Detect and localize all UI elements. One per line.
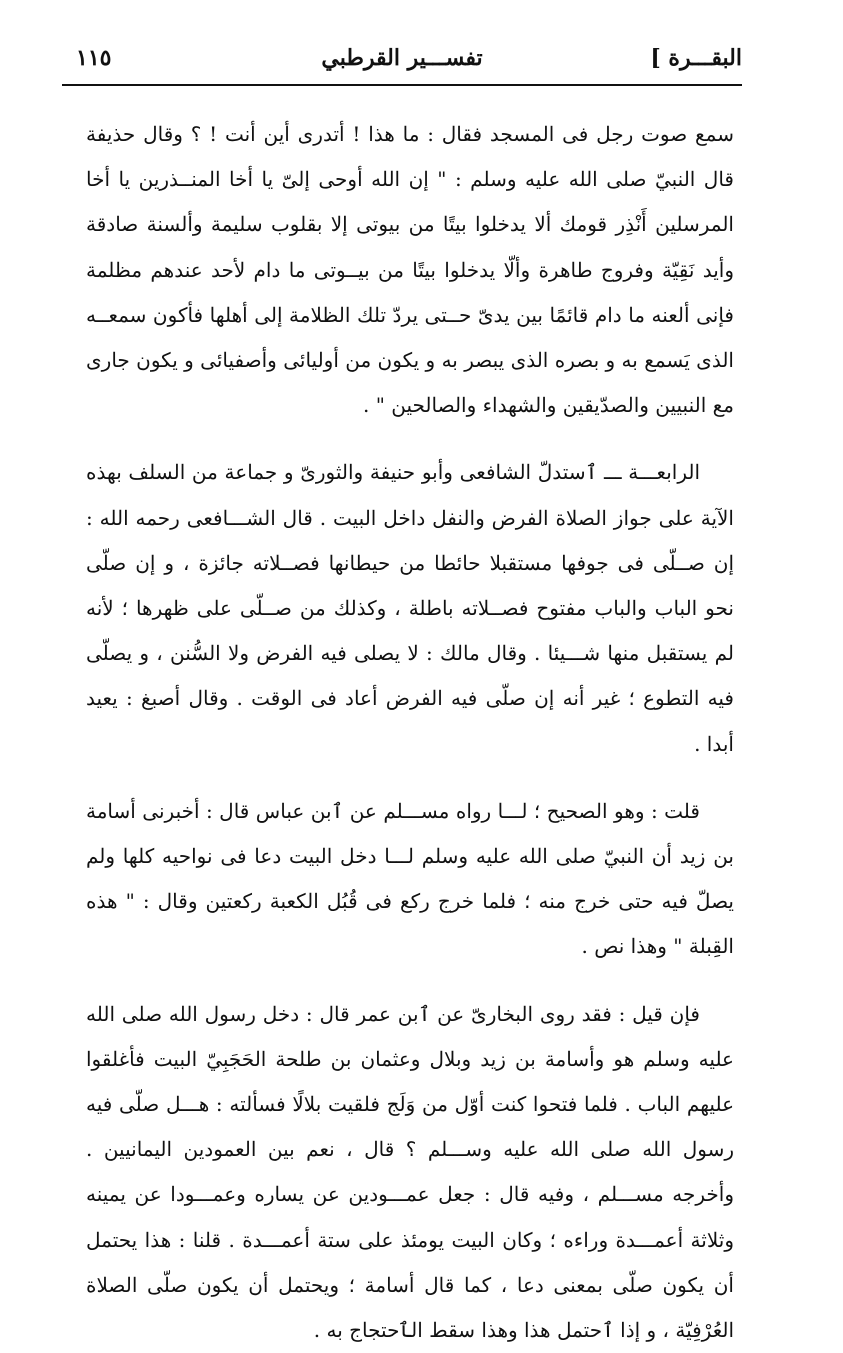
body-text: [86, 112, 734, 1353]
header-divider: [62, 84, 742, 86]
paragraph-author-view: قلت : وهو الصحيح ؛ لـــا رواه مســـلم عن ٱبن عباس قال : أخبرنى أسامة بن زيد أن النبيّ صلى الله عليه وسلم لـــا دخل البيت دعا فى نواحيه كلها ولم يصلّ فيه حتى خرج منه ؛ فلما خرج ركع فى قُبُل الكعبة ركعتين وقال : " هذه القِبلة " وهذا نص .: [86, 798, 734, 959]
running-header: [62, 38, 742, 82]
page-number: ١١٥: [76, 45, 112, 71]
paragraph-fourth-issue: الرابعـــة ـــ ٱستدلّ الشافعى وأبو حنيفة والثورىّ و جماعة من السلف بهذه الآية على جواز الصلاة الفرض والنفل داخل البيت . قال الشـــافعى رحمه الله : إن صــلّى فى جوفها مستقبلا حائطا من حيطانها فصــلاته جائزة ، و إن صلّى نحو الباب والباب مفتوح فصــلاته باطلة ، وكذلك من صــلّى على ظهرها ؛ لأنه لم يستقبل منها شـــيئا . وقال مالك : لا يصلى فيه الفرض ولا السُّنن ، و يصلّى فيه التطوع ؛ غير أنه إن صلّى فيه الفرض أعاد فى الوقت . وقال أصبغ : يعيد أبدا .: [86, 460, 734, 756]
surah-label: البقـــرة ]: [650, 45, 742, 71]
paragraph-hadith-qudsi: سمع صوت رجل فى المسجد فقال : ما هذا ! أتدرى أين أنت ! ؟ وقال حذيفة قال النبيّ صلى الله عليه وسلم : " إن الله أوحى إلىّ يا أخا المنــذرين يا أخا المرسلين أَنْذِر قومك ألا يدخلوا بيتًا من بيوتى إلا بقلوب سليمة وألسنة صادقة وأيد نَقِيّة وفروج طاهرة وألّا يدخلوا بيتًا من بيــوتى ما دام لأحد عندهم مظلمة فإنى ألعنه ما دام قائمًا بين يدىّ حــتى يردّ تلك الظلامة إلى أهلها فأكون سمعــه الذى يَسمع به و بصره الذى يبصر به و يكون من أوليائى وأصفيائى و يكون جارى مع النبيين والصدّيقين والشهداء والصالحين " .: [86, 122, 734, 418]
book-title: تفســـير القرطبي: [321, 45, 483, 71]
paragraph-objection: فإن قيل : فقد روى البخارىّ عن ٱبن عمر قال : دخل رسول الله صلى الله عليه وسلم هو وأسامة بن زيد وبلال وعثمان بن طلحة الحَجَبِيّ البيت فأغلقوا عليهم الباب . فلما فتحوا كنت أوّل من وَلَج فلقيت بلالًا فسألته : هـــل صلّى فيه رسول الله صلى الله عليه وســـلم ؟ قال ، نعم بين العمودين اليمانيين . وأخرجه مســـلم ، وفيه قال : جعل عمـــودين عن يساره وعمـــودا عن يمينه وثلاثة أعمـــدة وراءه ؛ وكان البيت يومئذ على ستة أعمـــدة . قلنا : هذا يحتمل أن يكون صلّى بمعنى دعا ، كما قال أسامة ؛ ويحتمل أن يكون صلّى الصلاة العُرْفِيّة ، و إذا ٱحتمل هذا وهذا سقط الٱحتجاج به .: [86, 1001, 734, 1343]
